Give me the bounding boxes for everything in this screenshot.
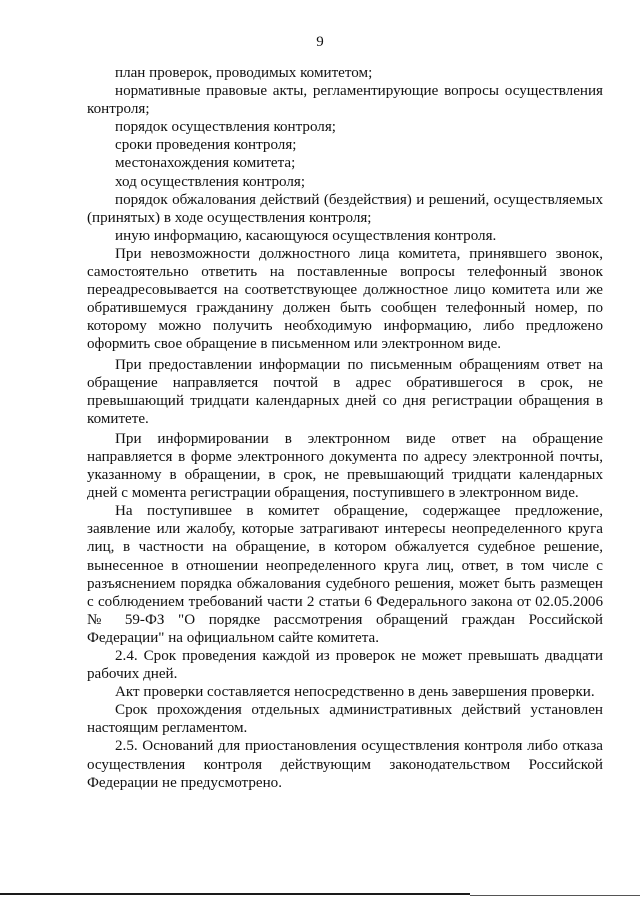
paragraph-administrative-actions-term: Срок прохождения отдельных административных действий установлен настоящим регламентом. xyxy=(87,702,603,737)
paragraph-electronic-informing: При информировании в электронном виде ответ на обращение направляется в форме электронного документа по адресу электронной почты, указанному в обращении, в срок, не превышающий тридцати календарных дней с момента регистрации обращения, поступившего в электронном виде. xyxy=(87,430,603,502)
bottom-edge-rule-thin xyxy=(470,895,640,896)
paragraph-indefinite-circle-appeals: На поступившее в комитет обращение, содержащее предложение, заявление или жалобу, которые затрагивают интересы неопределенного круга лиц, в частности на обращение, в котором обжалуется судебное решение, вынесенное в отношении неопределенного круга лиц, ответ, в том числе с разъяснением порядка обжалования судебного решения, может быть размещен с соблюдением требований части 2 статьи 6 Федерального закона от 02.05.2006 № 59-ФЗ "О порядке рассмотрения обращений граждан Российской Федерации" на официальном сайте комитета. xyxy=(87,503,603,646)
list-item-appeal-procedure: порядок обжалования действий (бездействия) и решений, осуществляемых (принятых) в ходе осуществления контроля; xyxy=(87,191,603,226)
list-item-control-progress: ход осуществления контроля; xyxy=(115,173,306,190)
document-body xyxy=(87,64,603,792)
list-item-other-information: иную информацию, касающуюся осуществления контроля. xyxy=(115,227,497,244)
paragraph-2-5-suspension-grounds: 2.5. Оснований для приостановления осуществления контроля либо отказа осуществления контроля действующим законодательством Российской Федерации не предусмотрено. xyxy=(87,738,603,791)
paragraph-2-4-inspection-term: 2.4. Срок проведения каждой из проверок не может превышать двадцати рабочих дней. xyxy=(87,648,603,683)
page-number: 9 xyxy=(316,34,324,50)
paragraph-inspection-act: Акт проверки составляется непосредственно в день завершения проверки. xyxy=(115,684,595,701)
bottom-edge-rule xyxy=(0,893,470,895)
paragraph-written-requests: При предоставлении информации по письменным обращениям ответ на обращение направляется почтой в адрес обратившегося в срок, не превышающий тридцати календарных дней со дня регистрации обращения в комитете. xyxy=(87,356,603,427)
list-item-control-terms: сроки проведения контроля; xyxy=(115,137,297,154)
list-item-normative-acts: нормативные правовые акты, регламентирующие вопросы осуществления контроля; xyxy=(87,83,603,118)
list-item-inspection-plan: план проверок, проводимых комитетом; xyxy=(115,65,373,81)
list-item-committee-location: местонахождения комитета; xyxy=(115,155,296,172)
list-item-control-procedure: порядок осуществления контроля; xyxy=(115,119,336,136)
paragraph-call-redirect: При невозможности должностного лица комитета, принявшего звонок, самостоятельно ответить на поставленные вопросы телефонный звонок переадресовывается на соответствующее должностное лицо комитета или же обратившемуся гражданину должен быть сообщен телефонный номер, по которому можно получить необходимую информацию, либо предложено оформить свое обращение в письменном или электронном виде. xyxy=(87,245,603,353)
